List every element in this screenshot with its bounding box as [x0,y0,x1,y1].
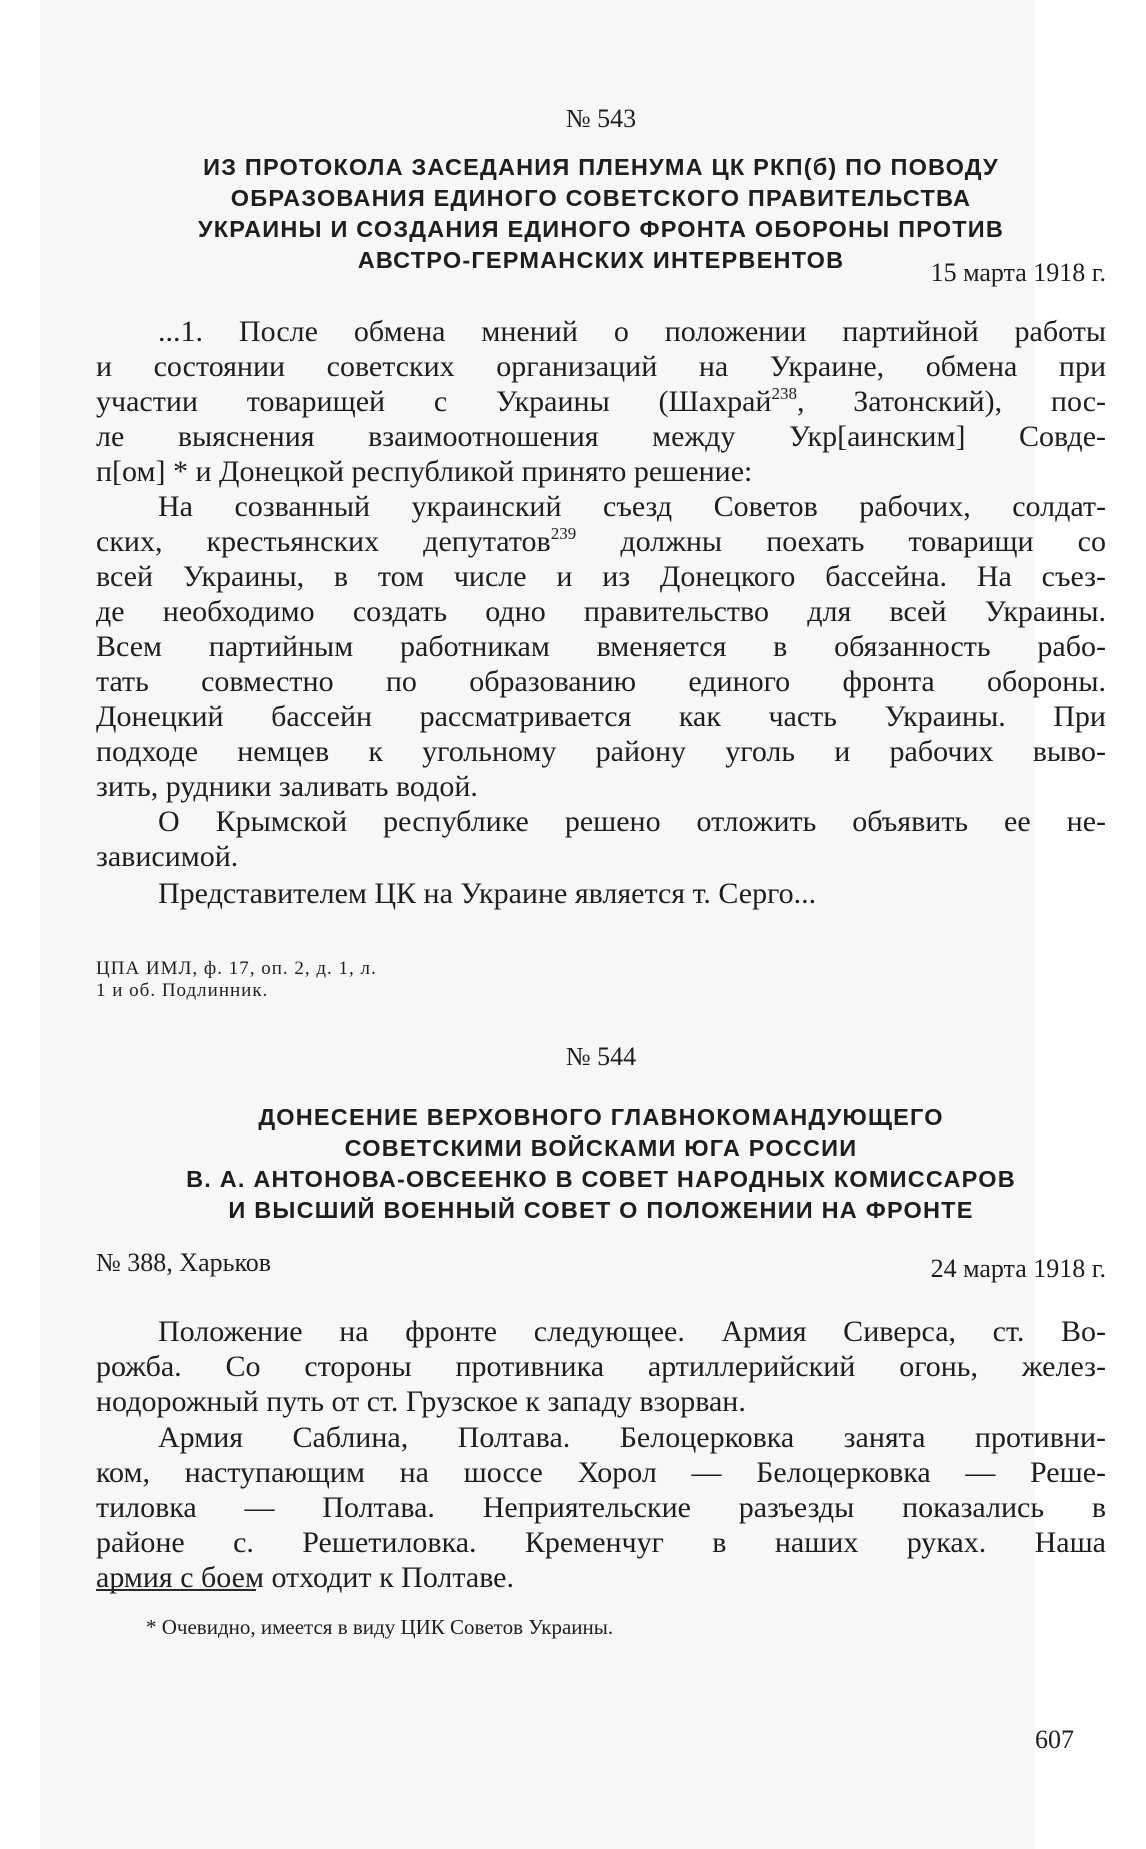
doc-543-date: 15 марта 1918 г. [930,258,1106,287]
doc-544-number: № 544 [565,1042,637,1071]
doc-543-paragraph-3 [96,804,1106,874]
doc-544-title-line: И ВЫСШИЙ ВОЕННЫЙ СОВЕТ О ПОЛОЖЕНИИ НА ФРОНТЕ [228,1197,974,1223]
text-line: Всем партийным работникам вменяется в обязанность рабо- [96,630,1106,663]
doc-543-title-line: ОБРАЗОВАНИЯ ЕДИНОГО СОВЕТСКОГО ПРАВИТЕЛЬСТВА [230,185,972,211]
endnote-ref-239: 239 [550,524,577,543]
doc-543-source [96,958,377,1002]
doc-543-title-line: АВСТРО-ГЕРМАНСКИХ ИНТЕРВЕНТОВ [357,247,845,273]
doc-544-paragraph-1 [96,1314,1106,1419]
text-line: районе с. Решетиловка. Кременчуг в наших руках. Наша [96,1526,1106,1559]
text-line: зить, рудники заливать водой. [96,770,478,803]
text-line [96,524,1106,559]
text-fragment: , Затонский), пос- [796,385,1106,418]
text-fragment: должны поехать товарищи со [576,525,1106,558]
doc-544-title-line: ДОНЕСЕНИЕ ВЕРХОВНОГО ГЛАВНОКОМАНДУЮЩЕГО [258,1104,944,1130]
text-line: На созванный украинский съезд Советов рабочих, солдат- [158,490,1106,523]
doc-544-title-line: В. А. АНТОНОВА-ОВСЕЕНКО В СОВЕТ НАРОДНЫХ КОМИССАРОВ [186,1166,1016,1192]
text-line: ле выяснения взаимоотношения между Укр[аинским] Совде- [96,420,1106,453]
source-line: ЦПА ИМЛ, ф. 17, оп. 2, д. 1, л. [96,958,377,979]
text-line: зависимой. [96,840,239,873]
text-line: п[ом] * и Донецкой республикой принято решение: [96,455,753,488]
text-line: и состоянии советских организаций на Украине, обмена при [96,350,1106,383]
text-fragment: ских, крестьянских депутатов [96,525,551,558]
text-line: Армия Саблина, Полтава. Белоцерковка занята противни- [158,1421,1106,1454]
text-line [96,384,1106,419]
text-line: рожба. Со стороны противника артиллерийский огонь, желез- [96,1350,1106,1383]
text-fragment: участии товарищей с Украины (Шахрай [96,385,772,418]
doc-544-place: № 388, Харьков [96,1248,272,1277]
page-number: 607 [1035,1725,1074,1754]
doc-543-title-line: УКРАИНЫ И СОЗДАНИЯ ЕДИНОГО ФРОНТА ОБОРОНЫ ПРОТИВ [197,216,1005,242]
text-line: тиловка — Полтава. Неприятельские разъезды показались в [96,1491,1106,1524]
doc-543-paragraph-4 [96,876,1106,911]
doc-544-title [96,1102,1106,1226]
text-line: ком, наступающим на шоссе Хорол — Белоцерковка — Реше- [96,1456,1106,1489]
text-line: Представителем ЦК на Украине является т. Серго... [158,877,817,910]
text-line: тать совместно по образованию единого фронта обороны. [96,665,1106,698]
footnote-divider [96,1589,256,1591]
doc-544-title-line: СОВЕТСКИМИ ВОЙСКАМИ ЮГА РОССИИ [344,1135,858,1161]
doc-543-number: № 543 [565,104,637,133]
source-line: 1 и об. Подлинник. [96,980,269,1001]
text-line: всей Украины, в том числе и из Донецкого бассейна. На съез- [96,560,1106,593]
endnote-ref-238: 238 [771,384,797,403]
text-line: де необходимо создать одно правительство для всей Украины. [96,595,1106,628]
text-line: нодорожный путь от ст. Грузское к западу взорван. [96,1385,746,1418]
text-line: подходе немцев к угольному району уголь и рабочих выво- [96,735,1106,768]
book-page [40,0,1106,1849]
text-line: О Крымской республике решено отложить объявить ее не- [158,805,1106,838]
footnote: * Очевидно, имеется в виду ЦИК Советов Украины. [146,1615,614,1639]
doc-543-paragraph-1 [96,314,1106,489]
text-line: армия с боем отходит к Полтаве. [96,1561,514,1594]
doc-544-date: 24 марта 1918 г. [930,1254,1106,1283]
doc-544-paragraph-2 [96,1420,1106,1595]
text-line: Положение на фронте следующее. Армия Сиверса, ст. Во- [158,1315,1106,1348]
text-line: Донецкий бассейн рассматривается как часть Украины. При [96,700,1106,733]
doc-543-paragraph-2 [96,489,1106,804]
text-line: ...1. После обмена мнений о положении партийной работы [158,315,1106,348]
doc-543-title-line: ИЗ ПРОТОКОЛА ЗАСЕДАНИЯ ПЛЕНУМА ЦК РКП(б) ПО ПОВОДУ [203,154,999,180]
